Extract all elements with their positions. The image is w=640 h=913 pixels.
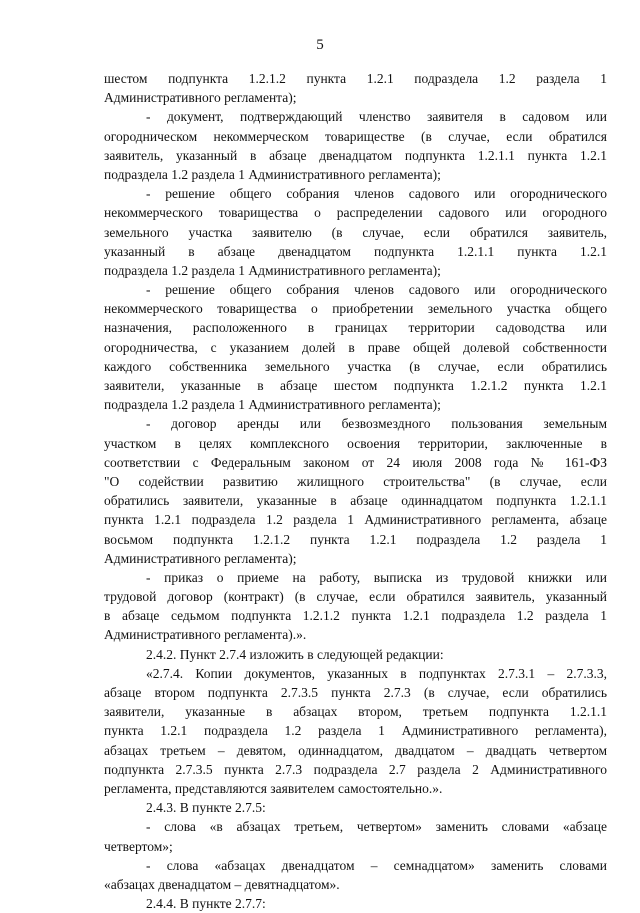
text-line: - решение общего собрания членов садового или огороднического: [146, 186, 607, 202]
text-line: абзаце втором подпункта 2.7.3.5 пункта 2.7.3 (в случае, если обратились: [104, 685, 607, 700]
text-line: трудовой договор (контракт) (в случае, если обратился заявитель, указанный: [104, 589, 607, 605]
text-line: соответствии с Федеральным законом от 24 июля 2008 года № 161-ФЗ: [104, 454, 607, 470]
text-line: - решение общего собрания членов садового или огороднического: [146, 282, 607, 298]
text-line: указанный в абзаце двенадцатом подпункта 1.2.1.1 пункта 1.2.1: [104, 243, 607, 259]
text-line: земельного участка заявителю (в случае, если обратился заявитель,: [104, 224, 607, 240]
text-line: огородническом некоммерческом товариществе (в случае, если обратился: [104, 128, 607, 144]
text-line: подпункта 2.7.3.5 пункта 2.7.3 подраздела 2.7 раздела 2 Административного: [104, 761, 607, 777]
text-line: подраздела 1.2 раздела 1 Административного регламента);: [104, 397, 441, 413]
text-line: 2.4.3. В пункте 2.7.5:: [146, 800, 266, 816]
text-line: заявители, указанные в абзацах втором, третьем подпункта 1.2.1.1: [104, 704, 607, 720]
text-line: некоммерческого товарищества о распределении садового или огородного: [104, 205, 607, 221]
text-line: пункта 1.2.1 подраздела 1.2 раздела 1 Административного регламента),: [104, 723, 607, 739]
text-line: - слова «в абзацах третьем, четвертом» заменить словами «абзаце: [146, 819, 607, 835]
text-line: шестом подпункта 1.2.1.2 пункта 1.2.1 подраздела 1.2 раздела 1: [104, 71, 607, 86]
text-line: - слова «абзацах двенадцатом – семнадцатом» заменить словами: [146, 857, 607, 873]
text-line: восьмом подпункта 1.2.1.2 пункта 1.2.1 подраздела 1.2 раздела 1: [104, 531, 607, 547]
text-line: - документ, подтверждающий членство заявителя в садовом или: [146, 109, 607, 125]
text-line: - договор аренды или безвозмездного пользования земельным: [146, 416, 607, 432]
text-line: подраздела 1.2 раздела 1 Административного регламента);: [104, 166, 441, 182]
text-line: каждого собственника земельного участка (в случае, если обратились: [104, 358, 607, 374]
text-line: Административного регламента).».: [104, 627, 307, 643]
page-number: 5: [316, 37, 324, 53]
text-line: пункта 1.2.1 подраздела 1.2 раздела 1 Административного регламента, абзаце: [104, 512, 607, 528]
text-line: заявители, указанные в абзаце шестом подпункта 1.2.1.2 пункта 1.2.1: [104, 378, 607, 393]
text-line: регламента, представляются заявителем самостоятельно.».: [104, 780, 443, 796]
text-line: четвертом»;: [104, 838, 173, 854]
text-line: назначения, расположенного в границах территории садоводства или: [104, 320, 607, 336]
text-line: Административного регламента);: [104, 90, 297, 106]
text-line: «2.7.4. Копии документов, указанных в подпунктах 2.7.3.1 – 2.7.3.3,: [146, 665, 607, 681]
text-line: 2.4.2. Пункт 2.7.4 изложить в следующей редакции:: [146, 646, 444, 662]
text-line: подраздела 1.2 раздела 1 Административного регламента);: [104, 262, 441, 278]
text-line: заявитель, указанный в абзаце двенадцатом подпункта 1.2.1.1 пункта 1.2.1: [104, 147, 607, 163]
text-line: 2.4.4. В пункте 2.7.7:: [146, 896, 266, 912]
text-line: «абзацах двенадцатом – девятнадцатом».: [104, 876, 340, 892]
document-body: [104, 69, 607, 913]
text-line: некоммерческого товарищества о приобретении земельного участка общего: [104, 301, 607, 317]
text-line: обратились заявители, указанные в абзаце одиннадцатом подпункта 1.2.1.1: [104, 493, 607, 509]
text-line: участком в целях комплексного освоения территории, заключенные в: [104, 435, 607, 451]
text-line: огородничества, с указанием долей в праве общей долевой собственности: [104, 339, 607, 355]
text-line: - приказ о приеме на работу, выписка из трудовой книжки или: [146, 569, 607, 585]
text-line: в абзаце седьмом подпункта 1.2.1.2 пункта 1.2.1 подраздела 1.2 раздела 1: [104, 608, 607, 624]
text-line: абзацах третьем – девятом, одиннадцатом, двадцатом – двадцать четвертом: [104, 742, 607, 758]
text-line: Административного регламента);: [104, 550, 297, 566]
text-line: "О содействии развитию жилищного строительства" (в случае, если: [104, 473, 607, 489]
